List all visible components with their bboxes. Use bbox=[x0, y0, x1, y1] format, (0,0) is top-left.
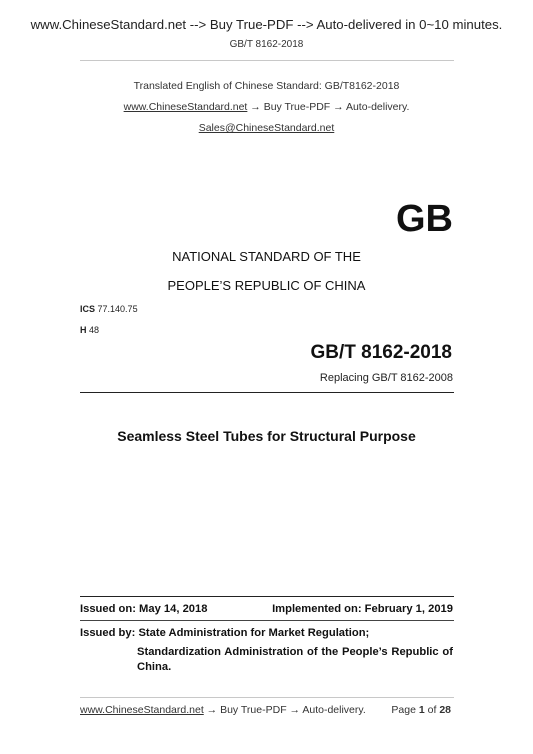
page-label: Page bbox=[391, 704, 416, 716]
replacing-note: Replacing GB/T 8162-2008 bbox=[319, 372, 453, 384]
email-line bbox=[0, 122, 533, 134]
buy-pdf-text: → Buy True-PDF → Auto-delivery. bbox=[247, 101, 410, 113]
footer-site-link[interactable]: www.ChineseStandard.net bbox=[80, 704, 204, 716]
national-standard-line1: NATIONAL STANDARD OF THE bbox=[172, 249, 361, 264]
page-indicator bbox=[391, 704, 451, 716]
header-divider bbox=[80, 60, 454, 61]
issue-divider-bottom bbox=[80, 620, 454, 621]
issued-by: Issued by: State Administration for Market Regulation; bbox=[80, 627, 370, 639]
ics-value: 77.140.75 bbox=[97, 304, 138, 314]
footer-divider bbox=[80, 697, 454, 698]
ics-label: ICS bbox=[80, 304, 96, 314]
standard-code: GB/T 8162-2018 bbox=[310, 342, 452, 363]
page-number: 1 bbox=[418, 704, 425, 716]
issued-by-second: Standardization Administration of the People’s Republic of China. bbox=[137, 646, 453, 673]
h-value: 48 bbox=[89, 325, 100, 335]
translation-links bbox=[0, 101, 533, 113]
site-link[interactable]: www.ChineseStandard.net bbox=[123, 101, 248, 113]
h-code bbox=[80, 325, 99, 335]
ics-code bbox=[80, 304, 138, 314]
document-title: Seamless Steel Tubes for Structural Purpose bbox=[117, 428, 416, 444]
page-total: 28 bbox=[439, 704, 451, 716]
issue-divider-top bbox=[80, 596, 454, 597]
top-banner-text: www.ChineseStandard.net --> Buy True-PDF --> Auto-delivered in 0~10 minutes. bbox=[30, 17, 503, 32]
title-divider bbox=[80, 392, 454, 393]
of-label: of bbox=[427, 704, 437, 716]
translation-notice: Translated English of Chinese Standard: GB/T8162-2018 bbox=[133, 80, 400, 92]
gb-mark: GB bbox=[396, 198, 453, 240]
footer-buy-text: → Buy True-PDF → Auto-delivery. bbox=[203, 704, 366, 716]
header-doc-ref: GB/T 8162-2018 bbox=[229, 39, 304, 50]
issued-on: Issued on: May 14, 2018 bbox=[80, 603, 208, 615]
h-label: H bbox=[80, 325, 87, 335]
footer-links bbox=[80, 704, 366, 716]
implemented-on: Implemented on: February 1, 2019 bbox=[272, 603, 453, 615]
email-link[interactable]: Sales@ChineseStandard.net bbox=[198, 122, 335, 134]
national-standard-line2: PEOPLE’S REPUBLIC OF CHINA bbox=[167, 278, 366, 293]
